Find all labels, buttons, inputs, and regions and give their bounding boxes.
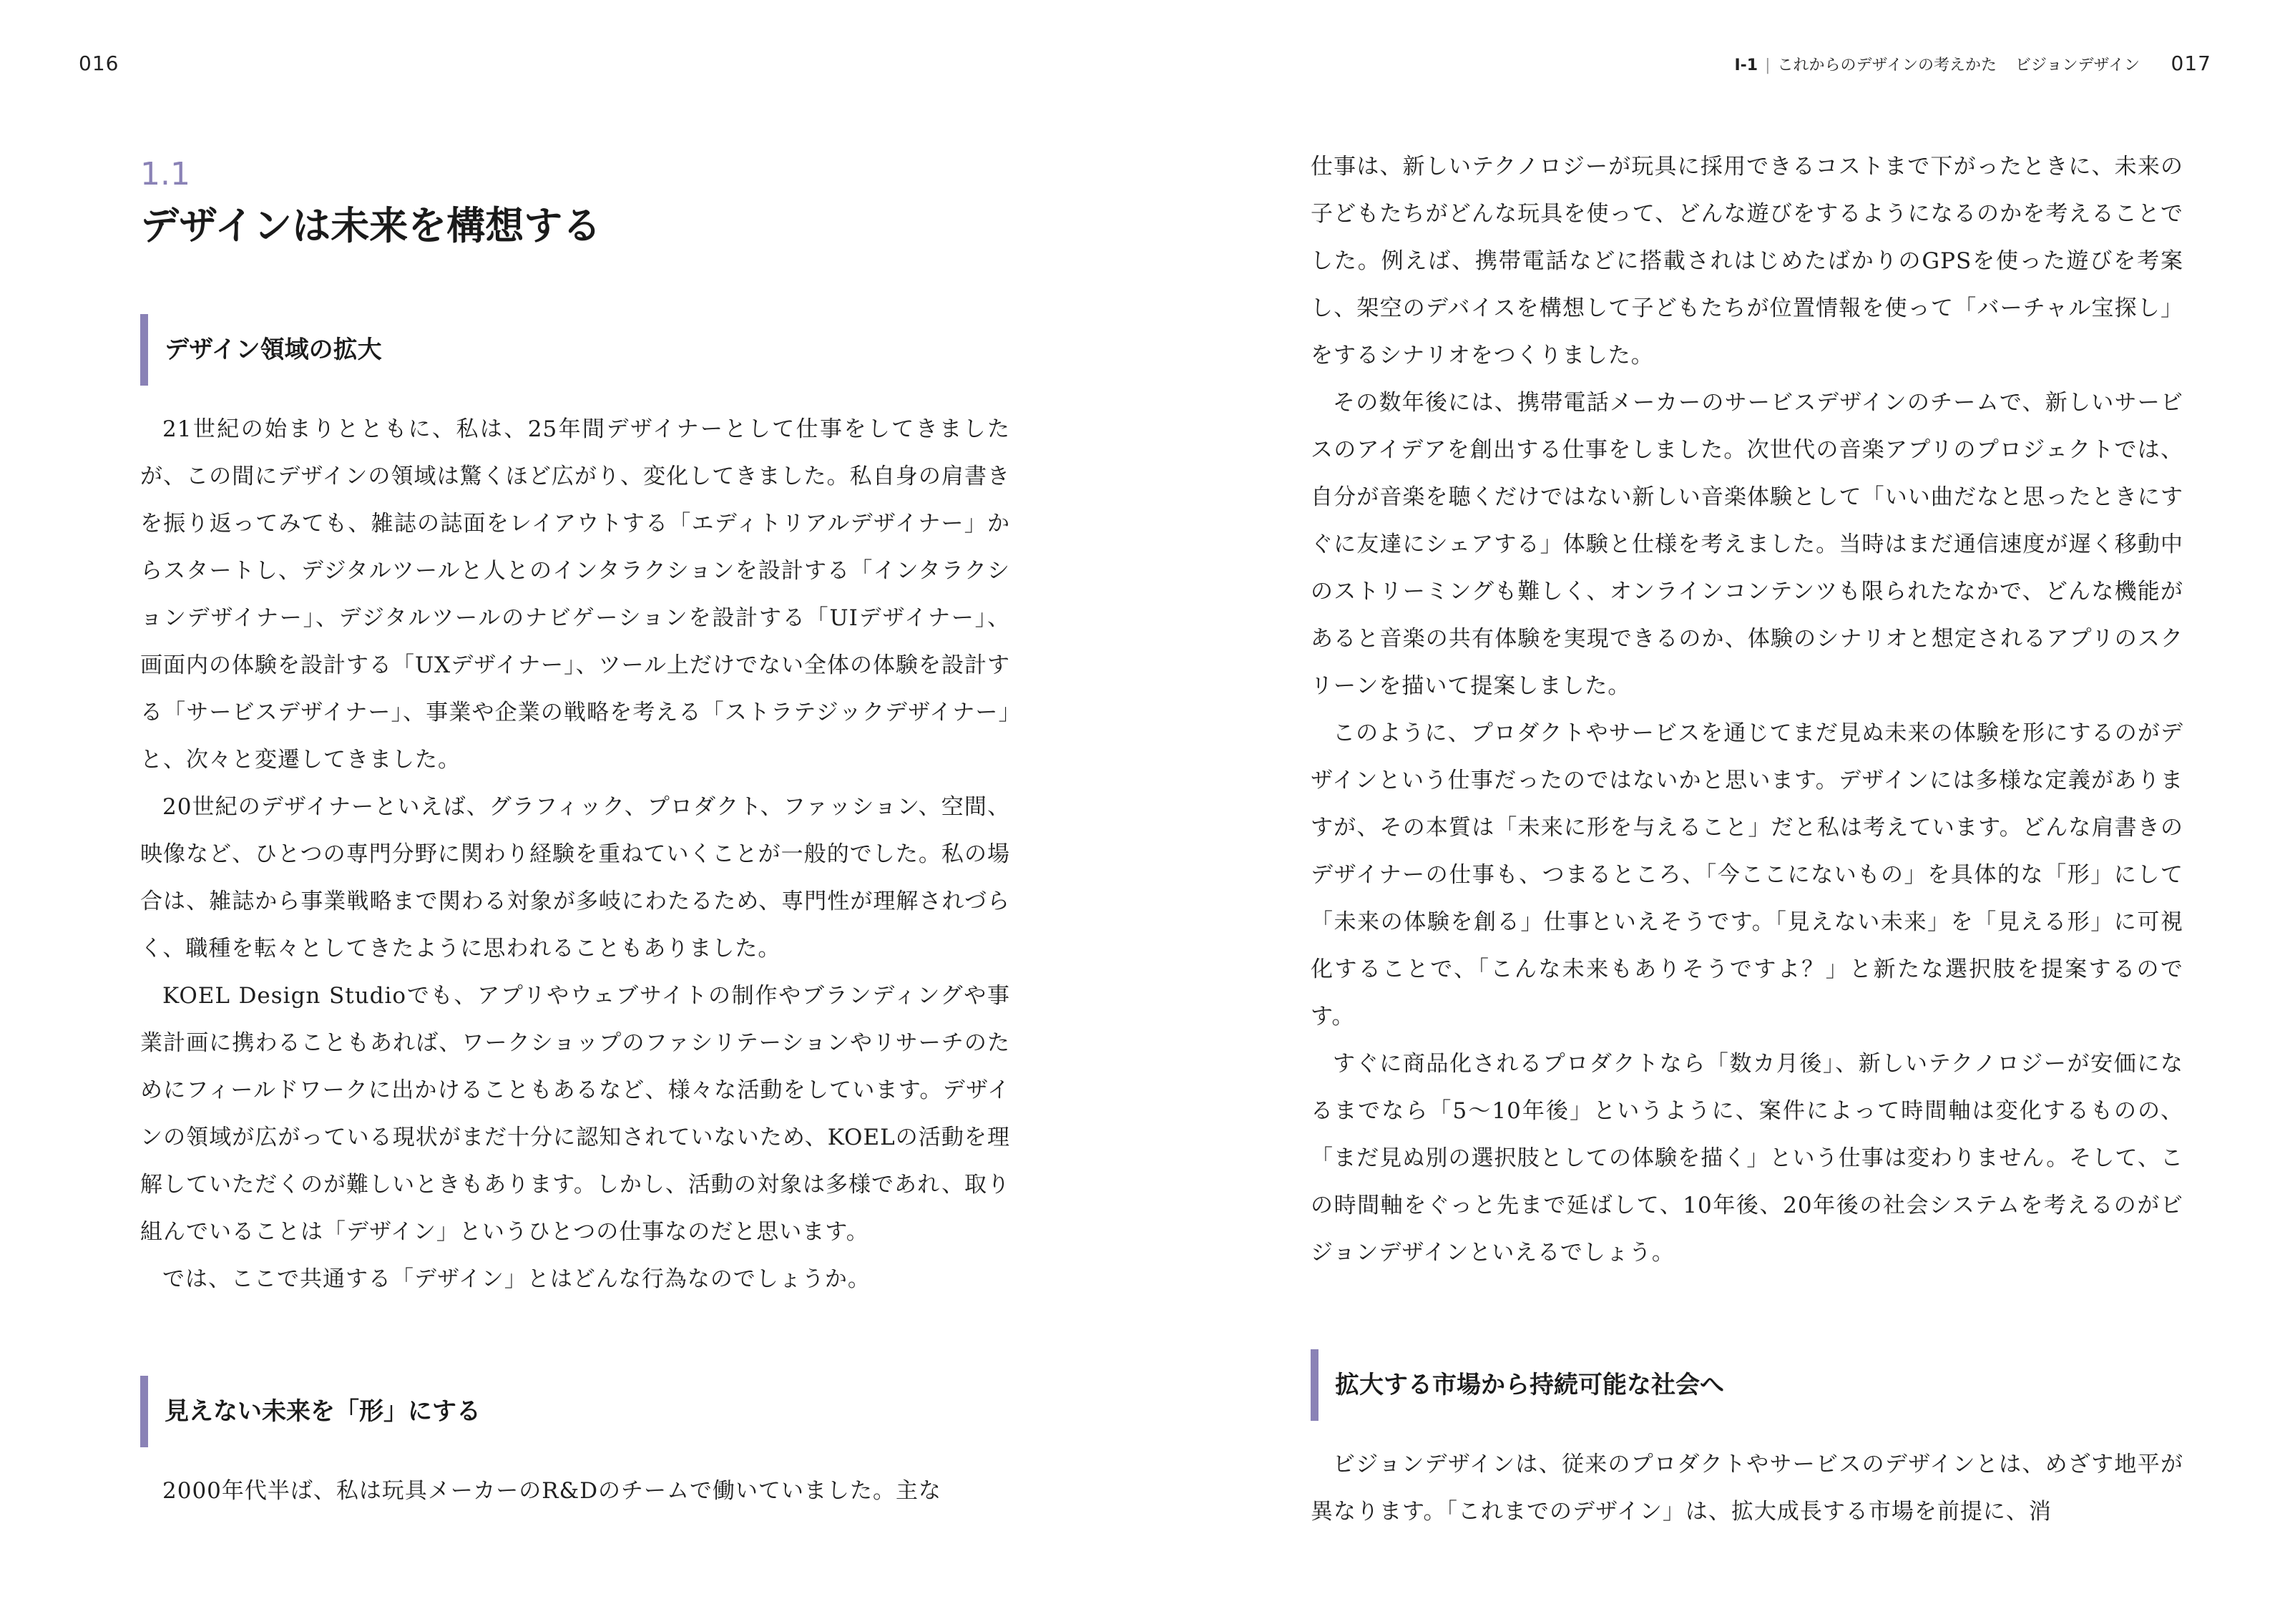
paragraph: すぐに商品化されるプロダクトなら「数カ月後」、新しいテクノロジーが安価になるまでなら「5～10年後」というように、案件によって時間軸は変化するものの、「まだ見ぬ別の選択肢としての体験を描く」という仕事は変わりません。そして、この時間軸をぐっと先まで延ばして、10年後、20年後の社会システムを考えるのがビジョンデザインといえるでしょう。 <box>1311 1051 2183 1266</box>
running-head-title: これからのデザインの考えかた <box>1777 57 1997 74</box>
chapter-number: 1.1 <box>140 156 190 192</box>
paragraph: ビジョンデザインは、従来のプロダクトやサービスのデザインとは、めざす地平が異なります。「これまでのデザイン」は、拡大成長する市場を前提に、消 <box>1311 1452 2183 1525</box>
right-page-column <box>1311 143 2183 1535</box>
section-gap <box>140 1303 1010 1376</box>
section-heading-invisible-future: 見えない未来を「形」にする <box>140 1376 1010 1447</box>
chapter-title: デザインは未来を構想する <box>140 203 602 248</box>
running-head <box>1734 53 2140 75</box>
paragraph: では、ここで共通する「デザイン」とはどんな行為なのでしょうか。 <box>162 1266 871 1292</box>
running-head-subtitle: ビジョンデザイン <box>2015 57 2140 74</box>
section-gap <box>1311 1276 2183 1349</box>
paragraph: KOEL Design Studioでも、アプリやウェブサイトの制作やブランディングや事業計画に携わることもあれば、ワークショップのファシリテーションやリサーチのためにフィールドワークに出かけることもあるなど、様々な活動をしています。デザインの領域が広がっている現状がまだ十分に認知されていないため、KOELの活動を理解していただくのが難しいときもあります。しかし、活動の対象は多様であれ、取り組んでいることは「デザイン」というひとつの仕事なのだと思います。 <box>140 982 1010 1245</box>
paragraph: 20世紀のデザイナーといえば、グラフィック、プロダクト、ファッション、空間、映像など、ひとつの専門分野に関わり経験を重ねていくことが一般的でした。私の場合は、雑誌から事業戦略まで関わる対象が多岐にわたるため、専門性が理解されづらく、職種を転々としてきたように思われることもありました。 <box>140 793 1010 962</box>
right-page-number: 017 <box>2171 52 2211 75</box>
left-page-number: 016 <box>79 52 119 75</box>
paragraph: 2000年代半ば、私は玩具メーカーのR&Dのチームで働いていました。主な <box>162 1477 942 1504</box>
running-head-section: I-1 <box>1734 57 1758 74</box>
continued-paragraph: 仕事は、新しいテクノロジーが玩具に採用できるコストまで下がったときに、未来の子どもたちがどんな玩具を使って、どんな遊びをするようになるのかを考えることでした。例えば、携帯電話などに搭載されはじめたばかりのGPSを使った遊びを考案し、架空のデバイスを構想して子どもたちが位置情報を使って「バーチャル宝探し」をするシナリオをつくりました。 <box>1311 154 2183 368</box>
left-page-column <box>140 150 1010 1515</box>
paragraph: 21世紀の始まりとともに、私は、25年間デザイナーとして仕事をしてきましたが、この間にデザインの領域は驚くほど広がり、変化してきました。私自身の肩書きを振り返ってみても、雑誌の誌面をレイアウトする「エディトリアルデザイナー」からスタートし、デジタルツールと人とのインタラクションを設計する「インタラクションデザイナー」、デジタルツールのナビゲーションを設計する「UIデザイナー」、画面内の体験を設計する「UXデザイナー」、ツール上だけでない全体の体験を設計する「サービスデザイナー」、事業や企業の戦略を考える「ストラテジックデザイナー」と、次々と変遷してきました。 <box>140 416 1010 773</box>
section-heading-design-domain: デザイン領域の拡大 <box>140 314 1010 386</box>
section-heading-sustainable-society: 拡大する市場から持続可能な社会へ <box>1311 1349 2183 1421</box>
paragraph: このように、プロダクトやサービスを通じてまだ見ぬ未来の体験を形にするのがデザインという仕事だったのではないかと思います。デザインには多様な定義がありますが、その本質は「未来に形を与えること」だと私は考えています。どんな肩書きのデザイナーの仕事も、つまるところ、「今ここにないもの」を具体的な「形」にして「未来の体験を創る」仕事といえそうです。「見えない未来」を「見える形」に可視化することで、「こんな未来もありそうですよ？」と新たな選択肢を提案するのです。 <box>1311 720 2183 1029</box>
paragraph: その数年後には、携帯電話メーカーのサービスデザインのチームで、新しいサービスのアイデアを創出する仕事をしました。次世代の音楽アプリのプロジェクトでは、自分が音楽を聴くだけではない新しい音楽体験として「いい曲だなと思ったときにすぐに友達にシェアする」体験と仕様を考えました。当時はまだ通信速度が遅く移動中のストリーミングも難しく、オンラインコンテンツも限られたなかで、どんな機能があると音楽の共有体験を実現できるのか、体験のシナリオと想定されるアプリのスクリーンを描いて提案しました。 <box>1311 390 2183 699</box>
running-head-separator: | <box>1765 57 1771 74</box>
